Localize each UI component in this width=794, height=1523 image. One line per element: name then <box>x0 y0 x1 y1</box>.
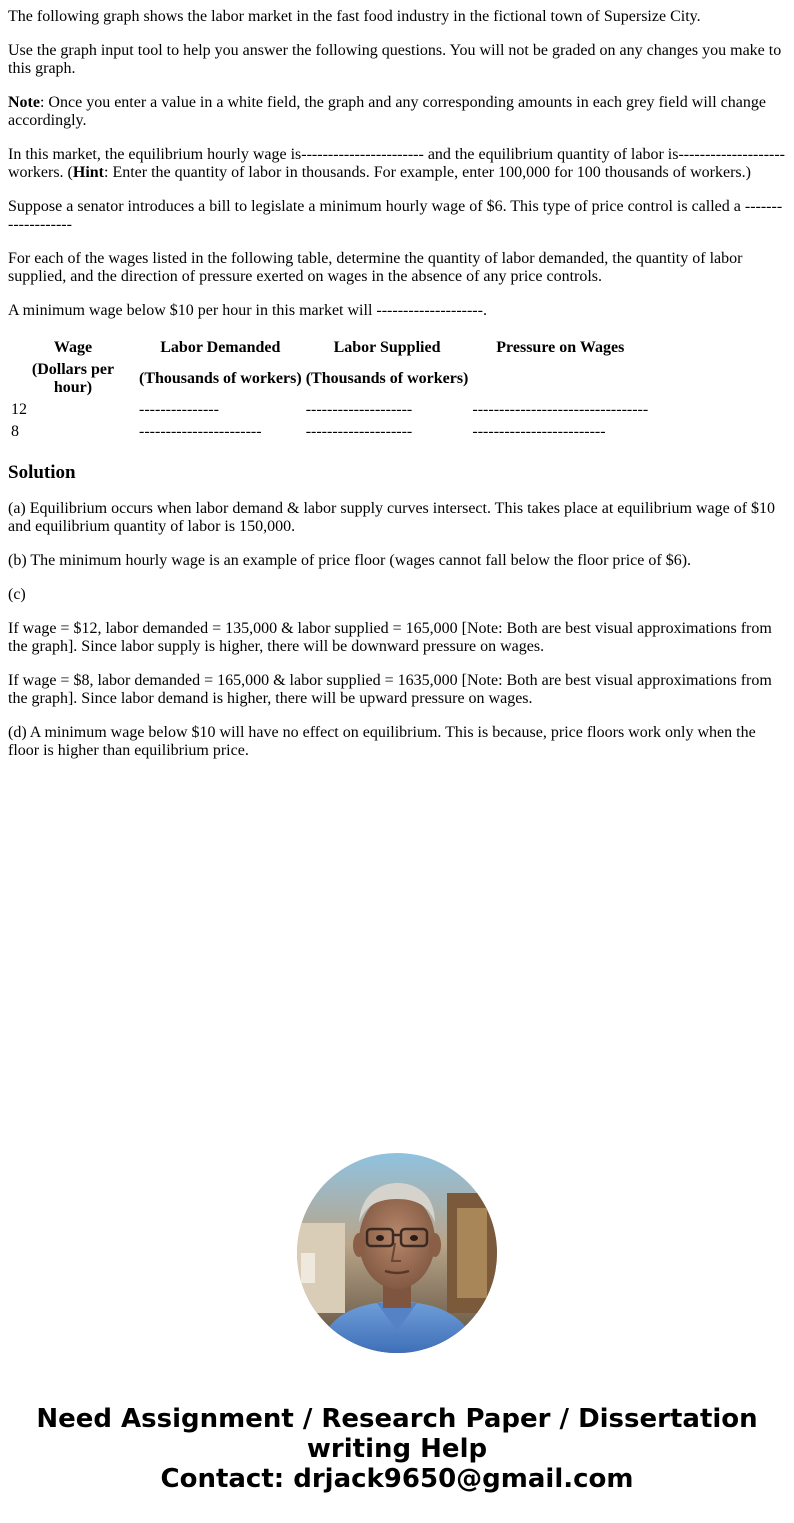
solution-part-c: (c) <box>8 586 26 603</box>
header-wage-unit: (Dollars per hour) <box>31 361 115 396</box>
promo-line-2: writing Help <box>306 1434 488 1464</box>
promo-line-1: Need Assignment / Research Paper / Dissertation <box>36 1404 758 1434</box>
solution-part-b: (b) The minimum hourly wage is an example of price floor (wages cannot fall below the floor price of $6). <box>8 552 692 569</box>
header-labor-supplied: Labor Supplied <box>333 339 441 356</box>
equilibrium-text-a: In this market, the equilibrium hourly wage is----------------------- and the equilibrium quantity of labor is--------------------workers. ( <box>8 146 785 181</box>
table-instruction: For each of the wages listed in the following table, determine the quantity of labor demanded, the quantity of labor supplied, and the direction of pressure exerted on wages in the absence of any price controls. <box>8 250 743 285</box>
avatar <box>297 1153 497 1353</box>
document-body <box>0 0 794 760</box>
instruction-paragraph: Use the graph input tool to help you answer the following questions. You will not be graded on any changes you make to this graph. <box>8 42 782 77</box>
cell-labor-demanded: ----------------------- <box>139 423 262 440</box>
note-label: Note <box>8 94 40 111</box>
header-pressure-unit <box>471 360 649 398</box>
header-pressure-on-wages: Pressure on Wages <box>496 339 625 356</box>
table-header-row <box>10 360 649 398</box>
cell-wage: 12 <box>11 401 27 418</box>
wage-table <box>8 336 651 444</box>
table-header-row <box>10 338 649 358</box>
solution-part-d: (d) A minimum wage below $10 will have no effect on equilibrium. This is because, price floors work only when the floor is higher than equilibrium price. <box>8 724 756 759</box>
author-photo <box>297 1153 497 1353</box>
equilibrium-question <box>8 146 786 182</box>
header-labor-demanded-unit: (Thousands of workers) <box>139 370 302 387</box>
solution-part-c-wage-12: If wage = $12, labor demanded = 135,000 & labor supplied = 165,000 [Note: Both are best visual approximations from the graph]. Since labor supply is higher, there will be downward pressure on wages. <box>8 620 772 655</box>
note-paragraph <box>8 94 786 130</box>
cell-labor-supplied: -------------------- <box>305 401 413 418</box>
hint-label: Hint <box>72 164 104 181</box>
cell-labor-supplied: -------------------- <box>305 423 413 440</box>
minimum-wage-question: A minimum wage below $10 per hour in this market will --------------------. <box>8 302 487 319</box>
solution-heading: Solution <box>8 462 76 483</box>
intro-paragraph: The following graph shows the labor market in the fast food industry in the fictional town of Supersize City. <box>8 8 701 25</box>
solution-part-a: (a) Equilibrium occurs when labor demand & labor supply curves intersect. This takes place at equilibrium wage of $10 and equilibrium quantity of labor is 150,000. <box>8 500 776 535</box>
table-row <box>10 400 649 420</box>
cell-pressure: --------------------------------- <box>472 401 649 418</box>
promo-contact-email: Contact: drjack9650@gmail.com <box>160 1464 634 1494</box>
cell-pressure: ------------------------- <box>472 423 606 440</box>
equilibrium-text-b: : Enter the quantity of labor in thousands. For example, enter 100,000 for 100 thousands of workers.) <box>104 164 751 181</box>
note-text: : Once you enter a value in a white field, the graph and any corresponding amounts in each grey field will change accordingly. <box>8 94 766 129</box>
table-row <box>10 422 649 442</box>
cell-wage: 8 <box>11 423 19 440</box>
promo-banner <box>0 1404 794 1494</box>
cell-labor-demanded: --------------- <box>139 401 219 418</box>
header-labor-supplied-unit: (Thousands of workers) <box>305 370 469 387</box>
header-labor-demanded: Labor Demanded <box>160 339 281 356</box>
header-wage: Wage <box>53 339 93 356</box>
solution-part-c-wage-8: If wage = $8, labor demanded = 165,000 & labor supplied = 1635,000 [Note: Both are best visual approximations from the graph]. Since labor demand is higher, there will be upward pressure on wages. <box>8 672 772 707</box>
senator-question: Suppose a senator introduces a bill to legislate a minimum hourly wage of $6. This type of price control is called a ------------------- <box>8 198 783 233</box>
